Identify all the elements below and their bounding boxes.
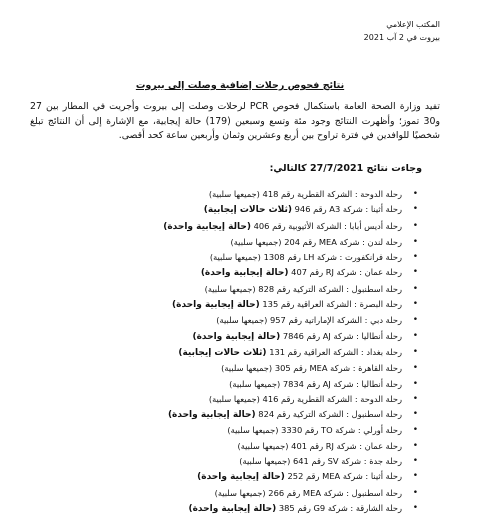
- list-item: [42, 202, 418, 218]
- flight-result: (جميعها سلبية): [230, 236, 282, 247]
- page-title: نتائج فحوص رحلات إضافية وصلت إلى بيروت: [135, 80, 345, 91]
- bullet-icon: •: [412, 502, 418, 513]
- flight-route: رحلة دبي : الشركة الإماراتية رقم 957: [269, 315, 402, 326]
- flight-route: رحلة الدوحة : الشركة القطرية رقم 418: [262, 189, 402, 199]
- flight-result: (جميعها سلبية): [209, 252, 261, 263]
- flight-result: (جميعها سلبية): [204, 283, 256, 294]
- list-item: [42, 486, 418, 501]
- flight-result: (حالة إيجابية واحدة): [188, 503, 277, 514]
- results-subtitle: وجاءت نتائج 27/7/2021 كالتالي:: [269, 163, 422, 174]
- flight-result: (ثلاث حالات إيجابية): [203, 205, 292, 216]
- bullet-icon: •: [412, 330, 418, 341]
- bullet-icon: •: [412, 189, 418, 199]
- flight-route: رحلة أنطاليا : شركة AJ رقم 7846: [282, 330, 402, 341]
- bullet-icon: •: [412, 440, 418, 451]
- list-item: [42, 250, 418, 265]
- flight-route: رحلة جدة : شركة SV رقم 641: [292, 456, 402, 467]
- flight-route: رحلة فرانكفورت : شركة LH رقم 1308: [263, 252, 402, 263]
- list-item: [42, 219, 418, 235]
- bullet-icon: •: [412, 204, 418, 215]
- list-item: [42, 235, 418, 250]
- flight-result: (جميعها سلبية): [237, 440, 289, 451]
- flight-route: رحلة اسطنبول : الشركة التركية رقم 824: [258, 409, 402, 420]
- flight-result: (جميعها سلبية): [221, 363, 273, 374]
- flight-result: (جميعها سلبية): [214, 487, 266, 498]
- bullet-icon: •: [412, 393, 418, 404]
- flight-route: رحلة عمان : شركة RJ رقم 401: [291, 440, 402, 451]
- flight-result: (جميعها سلبية): [216, 315, 268, 326]
- list-item: [42, 469, 418, 485]
- flight-route: رحلة أثينا : شركة A3 رقم 946: [294, 204, 402, 215]
- flight-result: (حالة إيجابية واحدة): [163, 221, 251, 232]
- flight-route: رحلة أديس أبابا : الشركة الأثيوبية رقم 406: [253, 220, 402, 231]
- flight-result: (جميعها سلبية): [239, 456, 291, 467]
- list-item: [42, 407, 418, 423]
- bullet-icon: •: [412, 299, 418, 310]
- list-item: [42, 313, 418, 328]
- bullet-icon: •: [412, 363, 418, 374]
- issue-date: بيروت في 2 آب 2021: [363, 33, 440, 42]
- bullet-icon: •: [412, 283, 418, 294]
- bullet-icon: •: [412, 456, 418, 467]
- bullet-icon: •: [412, 267, 418, 278]
- flight-result: (جميعها سلبية): [229, 378, 281, 389]
- flight-result: (حالة إيجابية واحدة): [197, 472, 285, 483]
- bullet-icon: •: [412, 236, 418, 247]
- letter-header: [364, 18, 440, 44]
- bullet-icon: •: [412, 220, 418, 231]
- flight-route: رحلة الشارقة : شركة G9 رقم 385: [278, 502, 402, 513]
- flight-result: (حالة إيجابية واحدة): [167, 410, 256, 421]
- flight-result: (حالة إيجابية واحدة): [172, 300, 260, 311]
- bullet-icon: •: [412, 487, 418, 498]
- bullet-icon: •: [412, 425, 418, 436]
- list-item: [42, 345, 418, 361]
- flight-results-list: [42, 187, 418, 517]
- list-item: [42, 501, 418, 517]
- flight-route: رحلة القاهرة : شركة MEA رقم 305: [274, 363, 402, 374]
- flight-result: (حالة إيجابية واحدة): [200, 268, 289, 279]
- bullet-icon: •: [412, 378, 418, 389]
- flight-result: (ثلاث حالات إيجابية): [178, 347, 267, 358]
- bullet-icon: •: [412, 252, 418, 263]
- list-item: [42, 187, 418, 202]
- list-item: [42, 297, 418, 313]
- flight-route: رحلة البصرة : الشركة العراقية رقم 135: [262, 299, 402, 310]
- flight-route: رحلة الدوحة : الشركة القطرية رقم 416: [262, 393, 402, 404]
- bullet-icon: •: [412, 315, 418, 326]
- list-item: [42, 423, 418, 438]
- flight-route: رحلة بغداد : الشركة العراقية رقم 131: [269, 346, 402, 357]
- list-item: [42, 454, 418, 469]
- list-item: [42, 361, 418, 376]
- flight-result: (جميعها سلبية): [208, 189, 260, 199]
- intro-paragraph: تفيد وزارة الصحة العامة باستكمال فحوص PCR لرحلات وصلت إلى بيروت وأجريت في المطار بين 27 و30 تموز؛ وأظهرت النتائج وجود مئة وتسع وسبعين (179) حالة إيجابية، مع الإشارة إلى أن النتائج تبلغ شخصيًا للوافدين في فترة تراوح بين أربع وعشرين وثمان وأربعين ساعة كحد أقصى.: [30, 101, 441, 142]
- bullet-icon: •: [412, 409, 418, 420]
- flight-route: رحلة عمان : شركة RJ رقم 407: [291, 267, 402, 278]
- list-item: [42, 265, 418, 281]
- flight-result: (جميعها سلبية): [208, 393, 260, 404]
- flight-result: (جميعها سلبية): [227, 425, 279, 436]
- bullet-icon: •: [412, 471, 418, 482]
- office-name: المكتب الإعلامي: [386, 20, 440, 29]
- bullet-icon: •: [412, 346, 418, 357]
- flight-result: (حالة إيجابية واحدة): [192, 331, 281, 342]
- flight-route: رحلة اسطنبول : الشركة التركية رقم 828: [258, 283, 402, 294]
- list-item: [42, 282, 418, 297]
- flight-route: رحلة اسطنبول : شركة MEA رقم 266: [268, 487, 402, 498]
- list-item: [42, 392, 418, 407]
- flight-route: رحلة أثينا : شركة MEA رقم 252: [287, 471, 402, 482]
- flight-route: رحلة أورلي : شركة TO رقم 3330: [281, 425, 402, 436]
- list-item: [42, 329, 418, 345]
- flight-route: رحلة لندن : شركة MEA رقم 204: [284, 236, 402, 247]
- list-item: [42, 439, 418, 454]
- list-item: [42, 377, 418, 392]
- flight-route: رحلة أنطاليا : شركة AJ رقم 7834: [282, 378, 402, 389]
